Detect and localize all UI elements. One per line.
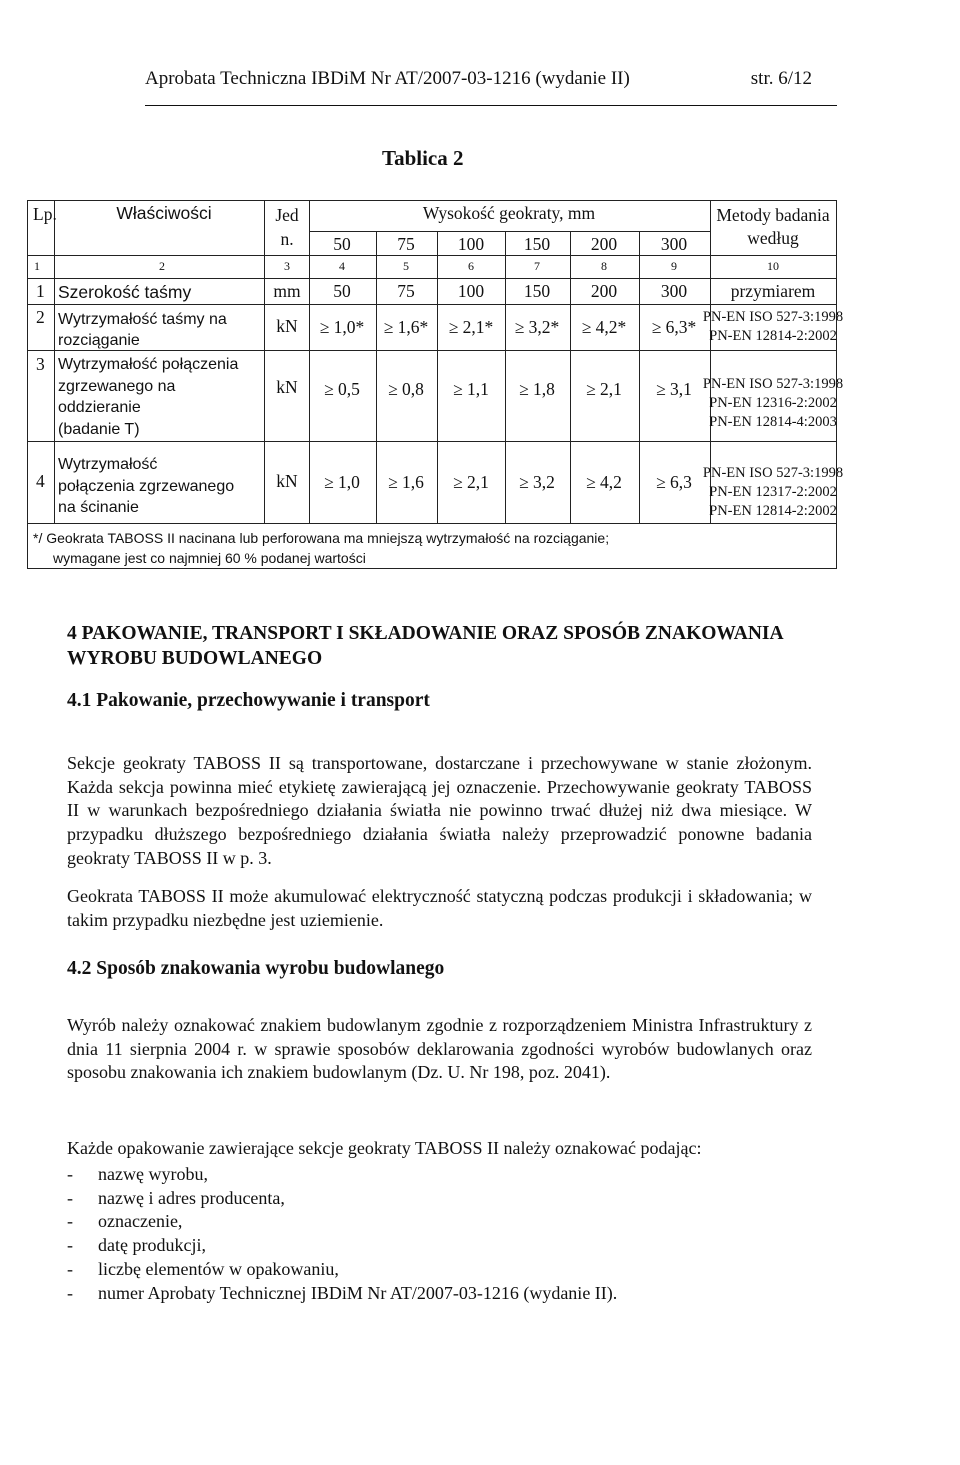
column-number: 4 [339,259,345,273]
row-2-value: ≥ 6,3* [651,317,697,337]
section-heading-line: 4 PAKOWANIE, TRANSPORT I SKŁADOWANIE ORAZ SPOSÓB ZNAKOWANIA [67,623,784,644]
row-2-value: ≥ 2,1* [448,317,494,337]
list-item-text: datę produkcji, [98,1235,206,1256]
row-3-property-line: (badanie T) [58,420,140,438]
header-unit: Jed n. [275,205,299,249]
list-marker: - [67,1164,73,1184]
footnote-line: */ Geokrata TABOSS II nacinana lub perforowana ma mniejszą wytrzymałość na rozciąganie; [33,530,610,546]
table-rule [309,231,710,232]
row-4-value: ≥ 4,2 [586,472,622,492]
table-caption: Tablica 2 [382,146,464,170]
table-rule [376,231,377,523]
row-2-method [703,308,843,346]
row-2-property-line: Wytrzymałość taśmy na [58,311,227,328]
row-3-unit: kN [276,377,298,397]
properties-table [27,200,844,569]
row-1-method: przymiarem [730,281,816,301]
table-rule [28,523,836,524]
row-4-lp: 4 [36,471,45,491]
paragraph: Geokrata TABOSS II może akumulować elektryczność statyczną podczas produkcji i składowania; w takim przypadku niezbędne jest uziemienie. [67,886,812,930]
row-2-lp: 2 [36,307,45,327]
row-1-value: 150 [523,281,551,301]
table-rule [54,201,55,523]
list-marker: - [67,1211,73,1232]
row-4-value: ≥ 1,0 [324,472,360,492]
row-1-value: 50 [333,281,351,301]
row-4-property-line: Wytrzymałość [58,456,158,473]
row-3-lp: 3 [36,354,45,374]
row-4-method-line: PN-EN 12317-2:2002 [709,484,837,500]
row-4-value: ≥ 6,3 [656,472,692,492]
table-rule [570,231,571,523]
row-2-value: ≥ 1,6* [383,317,429,337]
row-1-unit: mm [273,281,301,301]
table-rule [264,201,265,523]
page-number: str. 6/12 [750,68,812,89]
row-1-value: 75 [397,281,415,301]
document-title: Aprobata Techniczna IBDiM Nr AT/2007-03-1216 (wydanie II) [145,68,630,89]
column-number: 1 [34,259,40,273]
column-number: 7 [534,259,540,273]
table-rule [28,255,836,256]
table-footnote [33,528,609,568]
height-300: 300 [660,234,688,254]
row-2-value: ≥ 1,0* [319,317,365,337]
list-marker: - [67,1282,73,1303]
table-rule [309,201,310,523]
paragraph: Wyrób należy oznakować znakiem budowlanym zgodnie z rozporządzeniem Ministra Infrastruktury z dnia 11 sierpnia 2004 r. w sprawie sposobów deklarowania zgodności wyrobów budowlanych oraz sposobu znakowania ich znakiem budowlanym (Dz. U. Nr 198, poz. 2041). [67,1015,812,1083]
row-4-property [58,454,234,519]
row-3-method [703,375,843,432]
list-marker: - [67,1235,73,1256]
row-3-value: ≥ 1,1 [453,379,489,399]
paragraph: Każde opakowanie zawierające sekcje geokraty TABOSS II należy oznakować podając: [67,1138,702,1158]
table-rule [437,231,438,523]
list-item-text: numer Aprobaty Technicznej IBDiM Nr AT/2007-03-1216 (wydanie II). [98,1282,618,1303]
row-3-method-line: PN-EN 12814-4:2003 [709,414,837,430]
list-item [67,1282,617,1306]
list-item [67,1163,617,1187]
row-3-value: ≥ 0,5 [324,379,360,399]
row-4-value: ≥ 2,1 [453,472,489,492]
row-4-method [703,464,843,521]
row-3-method-line: PN-EN 12316-2:2002 [709,395,837,411]
list-item [67,1187,617,1211]
row-4-method-line: PN-EN ISO 527-3:1998 [702,465,844,481]
row-1-value: 200 [590,281,618,301]
list-item [67,1258,617,1282]
header-methods: Metody badania według [716,205,830,248]
height-200: 200 [590,234,618,254]
height-75: 75 [397,234,415,254]
row-2-method-line: PN-EN 12814-2:2002 [709,328,837,344]
column-number: 2 [159,259,165,273]
row-3-property [58,354,238,440]
list-item-text: oznaczenie, [98,1211,183,1232]
row-2-value: ≥ 3,2* [514,317,560,337]
footnote-line: wymagane jest co najmniej 60 % podanej wartości [53,550,366,566]
row-2-property [58,309,227,351]
table-rule [639,231,640,523]
header-property: Właściwości [116,203,212,223]
row-4-value: ≥ 3,2 [519,472,555,492]
column-number: 10 [767,259,779,273]
row-3-value: ≥ 2,1 [586,379,622,399]
list-item-text: nazwę wyrobu, [98,1164,208,1184]
row-3-property-line: oddzieranie [58,399,141,416]
row-4-property-line: połączenia zgrzewanego [58,477,235,495]
column-number: 8 [601,259,607,273]
header-rule [145,105,837,106]
table-rule [505,231,506,523]
height-100: 100 [457,234,485,254]
row-3-value: ≥ 3,1 [656,379,692,399]
column-number: 3 [284,259,290,273]
section-heading [67,621,784,671]
subsection-heading: 4.2 Sposób znakowania wyrobu budowlanego [67,958,445,979]
row-1-property: Szerokość taśmy [58,282,192,302]
row-2-property-line: rozciąganie [58,332,140,349]
row-3-method-line: PN-EN ISO 527-3:1998 [702,376,844,392]
subsection-heading: 4.1 Pakowanie, przechowywanie i transport [67,690,430,711]
row-2-value: ≥ 4,2* [581,317,627,337]
row-1-lp: 1 [36,281,45,301]
list-item [67,1234,617,1258]
table-rule [28,441,836,442]
height-50: 50 [333,234,351,254]
row-4-method-line: PN-EN 12814-2:2002 [709,503,837,519]
list-marker: - [67,1187,73,1208]
list-item-text: liczbę elementów w opakowaniu, [98,1258,339,1279]
row-2-unit: kN [276,316,298,336]
row-3-property-line: zgrzewanego na [58,377,176,395]
list-item-text: nazwę i adres producenta, [98,1187,285,1208]
header-lp: Lp. [33,204,57,224]
table-rule [28,304,836,305]
row-3-property-line: Wytrzymałość połączenia [58,356,239,373]
row-4-property-line: na ścinanie [58,499,139,516]
table-rule [28,278,836,279]
row-3-value: ≥ 0,8 [388,379,424,399]
column-number: 5 [403,259,409,273]
row-3-value: ≥ 1,8 [519,379,555,399]
height-150: 150 [523,234,551,254]
marking-list [67,1163,617,1305]
section-heading-line: WYROBU BUDOWLANEGO [67,648,323,669]
header-height: Wysokość geokraty, mm [422,203,596,223]
paragraph: Sekcje geokraty TABOSS II są transportowane, dostarczane i przechowywane w stanie złożonym. Każda sekcja powinna mieć etykietę zawierającą jej oznaczenie. Przechowywanie geokraty TABOSS II w warunkach bezpośredniego działania światła nie powinno trwać dłużej niż dwa miesiące. W przypadku dłuższego bezpośredniego działania światła należy przeprowadzić ponowne badania geokraty TABOSS II w p. 3. [67,753,812,868]
column-number: 9 [671,259,677,273]
row-1-value: 300 [660,281,688,301]
list-marker: - [67,1258,73,1279]
row-2-method-line: PN-EN ISO 527-3:1998 [702,309,844,325]
row-4-unit: kN [276,471,298,491]
column-number: 6 [468,259,474,273]
list-item [67,1210,617,1234]
row-4-value: ≥ 1,6 [388,472,424,492]
row-1-value: 100 [457,281,485,301]
